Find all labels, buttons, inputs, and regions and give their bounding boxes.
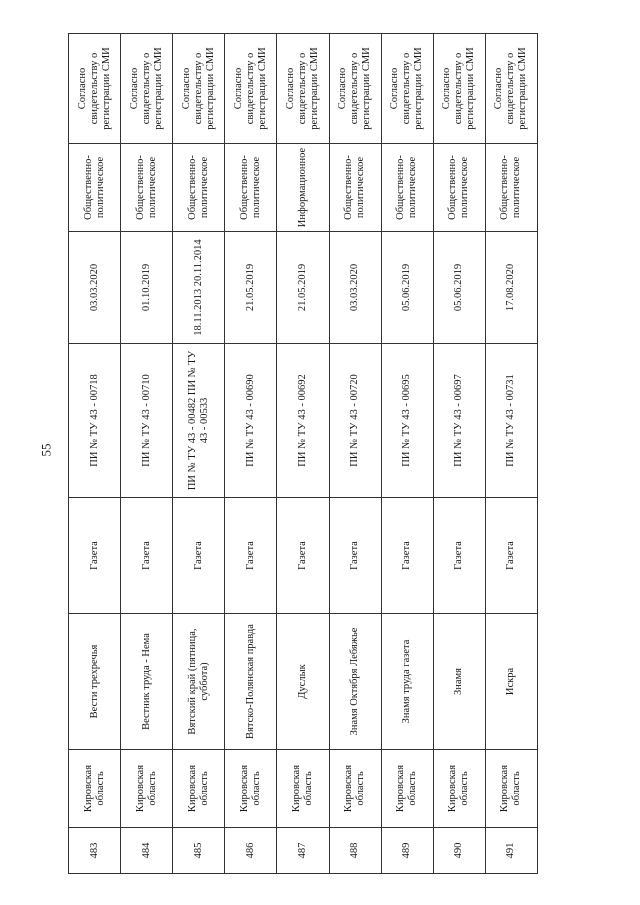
table-row bbox=[69, 34, 121, 874]
cell-license: ПИ № ТУ 43 - 00731 bbox=[485, 344, 537, 498]
table-row bbox=[381, 34, 433, 874]
cell-note: Согласно свидетельству о регистрации СМИ bbox=[121, 34, 173, 144]
cell-form: Газета bbox=[69, 498, 121, 614]
cell-num: 487 bbox=[277, 828, 329, 874]
cell-name: Дуслык bbox=[277, 614, 329, 750]
cell-type: Общественно-политическое bbox=[381, 144, 433, 232]
cell-num: 483 bbox=[69, 828, 121, 874]
cell-region: Кировская область bbox=[225, 750, 277, 828]
cell-date: 18.11.2013 20.11.2014 bbox=[173, 232, 225, 344]
table-container bbox=[68, 34, 538, 874]
cell-region: Кировская область bbox=[381, 750, 433, 828]
cell-num: 488 bbox=[329, 828, 381, 874]
cell-note: Согласно свидетельству о регистрации СМИ bbox=[69, 34, 121, 144]
cell-note: Согласно свидетельству о регистрации СМИ bbox=[433, 34, 485, 144]
table-row bbox=[329, 34, 381, 874]
cell-date: 05.06.2019 bbox=[433, 232, 485, 344]
cell-type: Общественно-политическое bbox=[433, 144, 485, 232]
cell-name: Знамя труда газета bbox=[381, 614, 433, 750]
media-registry-table bbox=[68, 33, 538, 874]
cell-date: 21.05.2019 bbox=[225, 232, 277, 344]
cell-type: Общественно-политическое bbox=[173, 144, 225, 232]
cell-license: ПИ № ТУ 43 - 00720 bbox=[329, 344, 381, 498]
cell-form: Газета bbox=[277, 498, 329, 614]
cell-date: 03.03.2020 bbox=[329, 232, 381, 344]
cell-name: Искра bbox=[485, 614, 537, 750]
table-row bbox=[433, 34, 485, 874]
cell-num: 491 bbox=[485, 828, 537, 874]
page-number: 55 bbox=[38, 443, 54, 457]
cell-form: Газета bbox=[173, 498, 225, 614]
cell-license: ПИ № ТУ 43 - 00710 bbox=[121, 344, 173, 498]
cell-num: 486 bbox=[225, 828, 277, 874]
cell-note: Согласно свидетельству о регистрации СМИ bbox=[485, 34, 537, 144]
cell-region: Кировская область bbox=[485, 750, 537, 828]
cell-form: Газета bbox=[433, 498, 485, 614]
table-row bbox=[277, 34, 329, 874]
cell-name: Вести трехречья bbox=[69, 614, 121, 750]
table-row bbox=[225, 34, 277, 874]
cell-form: Газета bbox=[225, 498, 277, 614]
cell-date: 05.06.2019 bbox=[381, 232, 433, 344]
cell-region: Кировская область bbox=[433, 750, 485, 828]
cell-name: Вятско-Полянская правда bbox=[225, 614, 277, 750]
cell-date: 17.08.2020 bbox=[485, 232, 537, 344]
cell-type: Информационное bbox=[277, 144, 329, 232]
cell-form: Газета bbox=[121, 498, 173, 614]
cell-license: ПИ № ТУ 43 - 00690 bbox=[225, 344, 277, 498]
cell-region: Кировская область bbox=[173, 750, 225, 828]
cell-type: Общественно-политическое bbox=[121, 144, 173, 232]
cell-note: Согласно свидетельству о регистрации СМИ bbox=[173, 34, 225, 144]
table-row bbox=[485, 34, 537, 874]
cell-num: 489 bbox=[381, 828, 433, 874]
cell-region: Кировская область bbox=[329, 750, 381, 828]
cell-note: Согласно свидетельству о регистрации СМИ bbox=[277, 34, 329, 144]
cell-name: Вятский край (пятница, суббота) bbox=[173, 614, 225, 750]
cell-name: Знамя bbox=[433, 614, 485, 750]
cell-name: Знамя Октября Лебяжье bbox=[329, 614, 381, 750]
cell-num: 484 bbox=[121, 828, 173, 874]
cell-type: Общественно-политическое bbox=[329, 144, 381, 232]
cell-form: Газета bbox=[381, 498, 433, 614]
cell-license: ПИ № ТУ 43 - 00692 bbox=[277, 344, 329, 498]
cell-type: Общественно-политическое bbox=[225, 144, 277, 232]
cell-note: Согласно свидетельству о регистрации СМИ bbox=[381, 34, 433, 144]
cell-num: 490 bbox=[433, 828, 485, 874]
cell-region: Кировская область bbox=[69, 750, 121, 828]
cell-form: Газета bbox=[329, 498, 381, 614]
cell-license: ПИ № ТУ 43 - 00697 bbox=[433, 344, 485, 498]
cell-date: 21.05.2019 bbox=[277, 232, 329, 344]
cell-date: 01.10.2019 bbox=[121, 232, 173, 344]
cell-note: Согласно свидетельству о регистрации СМИ bbox=[225, 34, 277, 144]
cell-type: Общественно-политическое bbox=[69, 144, 121, 232]
table-row bbox=[121, 34, 173, 874]
cell-num: 485 bbox=[173, 828, 225, 874]
cell-license: ПИ № ТУ 43 - 00718 bbox=[69, 344, 121, 498]
table-row bbox=[173, 34, 225, 874]
cell-region: Кировская область bbox=[277, 750, 329, 828]
cell-license: ПИ № ТУ 43 - 00695 bbox=[381, 344, 433, 498]
cell-region: Кировская область bbox=[121, 750, 173, 828]
cell-date: 03.03.2020 bbox=[69, 232, 121, 344]
cell-type: Общественно-политическое bbox=[485, 144, 537, 232]
cell-name: Вестник труда - Нема bbox=[121, 614, 173, 750]
cell-note: Согласно свидетельству о регистрации СМИ bbox=[329, 34, 381, 144]
cell-license: ПИ № ТУ 43 - 00482 ПИ № ТУ 43 - 00533 bbox=[173, 344, 225, 498]
cell-form: Газета bbox=[485, 498, 537, 614]
